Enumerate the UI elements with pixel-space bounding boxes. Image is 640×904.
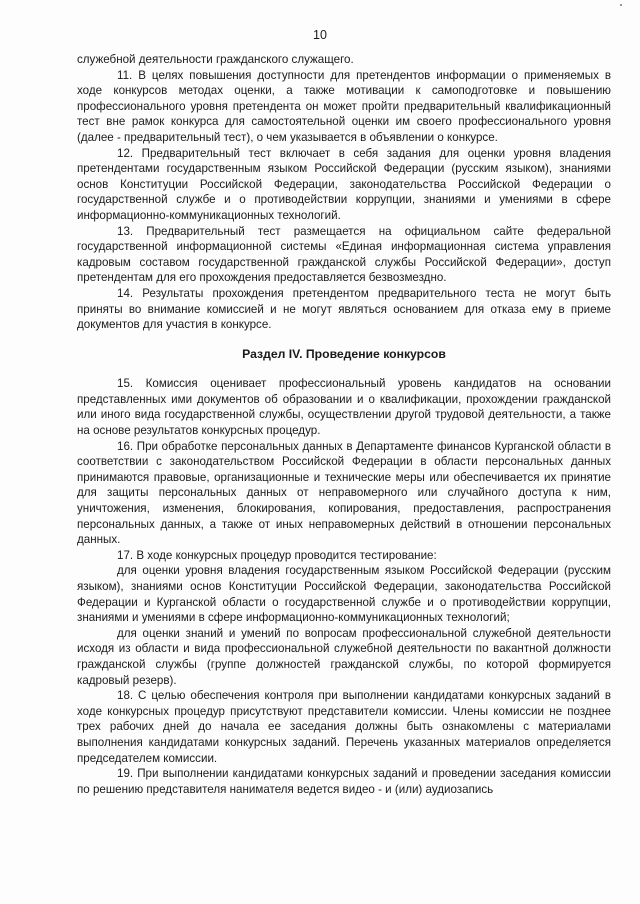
- paragraph-16: 16. При обработке персональных данных в Департаменте финансов Курганской области в соответствии с законодательством Российской Федерации в области персональных данных принимаются правовые, организационные и технические меры или обеспечивается их принятие для защиты персональных данных от неправомерного или случайного доступа к ним, уничтожения, изменения, блокирования, копирования, предоставления, распространения персональных данных, а также от иных неправомерных действий в отношении персональных данных.: [77, 439, 611, 547]
- paragraph-11: 11. В целях повышения доступности для претендентов информации о применяемых в ходе конкурсов методах оценки, а также мотивации к самоподготовке и повышению профессионального уровня претендента он может пройти предварительный квалификационный тест вне рамок конкурса для самостоятельной оценки им своего профессионального уровня (далее - предварительный тест), о чем указывается в объявлении о конкурсе.: [77, 68, 611, 144]
- paragraph-17-item-b: для оценки знаний и умений по вопросам профессиональной служебной деятельности исходя из области и вида профессиональной служебной деятельности по вакантной должности гражданской службы (группе должностей гражданской службы, по которой формируется кадровый резерв).: [77, 626, 611, 687]
- paragraph-12: 12. Предварительный тест включает в себя задания для оценки уровня владения претендентами государственным языком Российской Федерации (русским языком), знаниями основ Конституции Российской Федерации, законодательства Российской Федерации о государственной службе и о противодействии коррупции, знаниями и умениями в сфере информационно-коммуникационных технологий.: [77, 146, 611, 222]
- paragraph-17: 17. В ходе конкурсных процедур проводится тестирование:: [117, 548, 437, 562]
- section-title: Раздел IV. Проведение конкурсов: [242, 346, 446, 361]
- paragraph-14: 14. Результаты прохождения претендентом предварительного теста не могут быть приняты во внимание комиссией и не могут являться основанием для отказа ему в приеме документов для участия в конкурсе.: [77, 286, 611, 332]
- paragraph-15: 15. Комиссия оценивает профессиональный уровень кандидатов на основании представленных ими документов об образовании и о квалификации, прохождении гражданской или иного вида государственной службы, осуществлении другой трудовой деятельности, а также на основе результатов конкурсных процедур.: [77, 377, 611, 438]
- paragraph-17-item-a: для оценки уровня владения государственным языком Российской Федерации (русским языком), знаниями основ Конституции Российской Федерации, законодательства Российской Федерации и Курганской области о государственной службе и о противодействии коррупции, знаниями и умениями в сфере информационно-коммуникационных технологий;: [77, 564, 611, 625]
- paragraph-19: 19. При выполнении кандидатами конкурсных заданий и проведении заседания комиссии по решению представителя нанимателя ведется видео - и (или) аудиозапись: [77, 767, 611, 796]
- scan-speck: [620, 4, 622, 6]
- paragraph-13: 13. Предварительный тест размещается на официальном сайте федеральной государственной информационной системы «Единая информационная система управления кадровым составом государственной гражданской службы Российской Федерации», доступ претендентам для его прохождения предоставляется безвозмездно.: [77, 224, 611, 285]
- page-number: 10: [313, 28, 327, 42]
- paragraph-18: 18. С целью обеспечения контроля при выполнении кандидатами конкурсных заданий в ходе конкурсных процедур присутствуют представители комиссии. Члены комиссии не позднее трех рабочих дней до начала ее заседания должны быть ознакомлены с материалами выполнения кандидатами конкурсных заданий. Перечень указанных материалов определяется председателем комиссии.: [77, 689, 611, 765]
- document-body: [77, 52, 611, 797]
- paragraph-continuation: служебной деятельности гражданского служащего.: [77, 53, 354, 66]
